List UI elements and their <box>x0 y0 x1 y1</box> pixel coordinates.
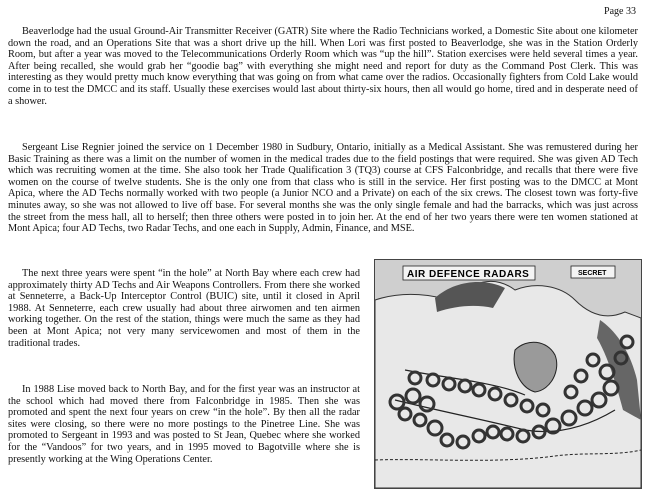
page-number: Page 33 <box>604 6 636 17</box>
figure-stamp: SECRET <box>578 270 607 277</box>
paragraph-lise-regnier: Sergeant Lise Regnier joined the service on 1 December 1980 in Sudbury, Ontario, initially as a Medical Assistant. She was remustered during her Basic Training as there was a limit on the number of women in the medical trades due to the field postings that were required. She was given AD Tech which was recruiting women at the time. She also took her Trade Qualification 3 (TQ3) course at CFS Falconbridge, and recalls that there were five women on the course of twelve students. She is the only one from that class who is still in the service. Her first posting was to the DMCC at Mont Apica, where the AD Techs normally worked with two people (a Junior NCO and a Private) on each of the six crews. The closest town was forty-five minutes away, so she was not allowed to live off base. For several months she was the only single female and had the barracks, which was just across the street from the mess hall, all to herself; then three others were posted in to join her. At the end of her two years there were ten women stationed at Mont Apica; four AD Techs, two Radar Techs, and one each in Supply, Admin, Finance, and MSE. <box>8 142 638 235</box>
figure-title: AIR DEFENCE RADARS <box>407 269 530 280</box>
paragraph-1988: In 1988 Lise moved back to North Bay, and for the first year was an instructor at the school which had moved there from Falconbridge in 1985. Then she was promoted and spent the next four years on crew “in the hole”. By then all the radar sites were closing, so there were no more postings to the Pinetree Line. She was promoted to Sergeant in 1993 and was posted to St Jean, Quebec where she worked for the “Vandoos” for two years, and in 1995 moved to Bagotville where she is presently working at the Wing Operations Center. <box>8 384 360 465</box>
paragraph-beaverlodge: Beaverlodge had the usual Ground-Air Transmitter Receiver (GATR) Site where the Radio Technicians worked, a Domestic Site about one kilometer down the road, and an Operations Site that was a short drive up the hill. When Lori was first posted to Beaverlodge, she was in the Station Orderly Room, but after a year was moved to the Telecommunications Orderly Room which was “up the hill”. Station exercises were held several times a year. After being recalled, she would grab her “goodie bag” with everything she might need and report for duty as the Command Post Clerk. This was interesting as they would pretty much know everything that was going on from what came over the radios. Occasionally fighters from Cold Lake would come in to test the DMCC and its staff. Usually these exercises would last about thirty-six hours, then all would go home, tired and in desperate need of a shower. <box>8 26 638 107</box>
air-defence-radars-map <box>374 259 642 489</box>
paragraph-north-bay: The next three years were spent “in the hole” at North Bay where each crew had approximately thirty AD Techs and Air Weapons Controllers. From there she worked at Senneterre, a Back-Up Interceptor Control (BUIC) site, until it closed in April 1988. At Senneterre, each crew usually had about three airwomen and ten airmen working together. On the rest of the station, things were much the same as they had been at Mont Apica; not very many servicewomen and most of them in the traditional trades. <box>8 268 360 349</box>
